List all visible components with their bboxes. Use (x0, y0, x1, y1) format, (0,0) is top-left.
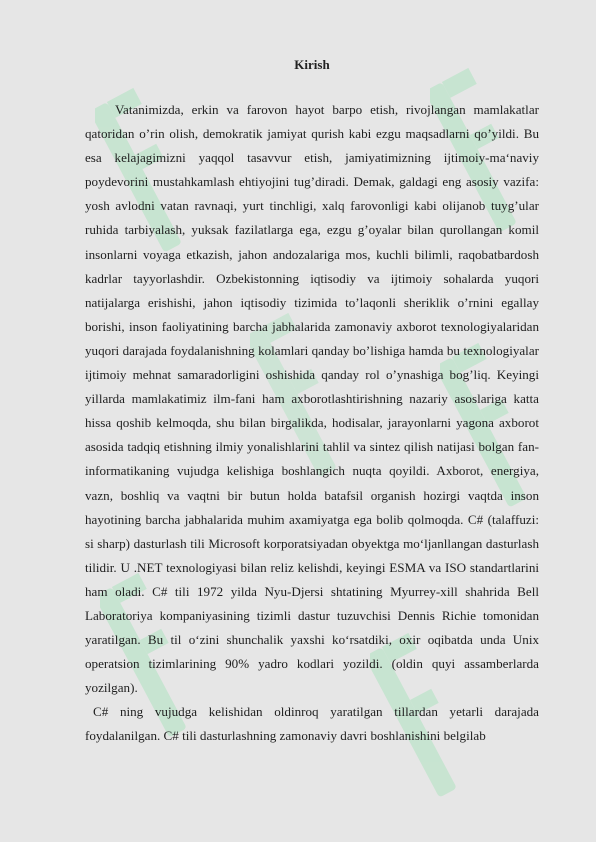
document-body (85, 98, 539, 749)
paragraph: Vatanimizda, erkin va farovon hayot barpo etish, rivojlangan mamlakatlar qatoridan o’rin olish, demokratik jamiyat qurish kabi ezgu maqsadlarni qo’yildi. Bu esa kelajagimizni yaqqol tasavvur etish, jamiyatimizning ijtimoiy-ma‘naviy poydevorini mustahkamlash ehtiyojini tug’diradi. Demak, galdagi eng asosiy vazifa: yosh avlodni vatan ravnaqi, yurt tinchligi, xalq farovonligi kabi olijanob tuyg’ular ruhida tarbiyalash, yuksak fazilatlarga ega, ezgu g’oyalar bilan qurollangan komil insonlarni voyaga etkazish, jahon andozalariga mos, kuchli bilimli, raqobatbardosh kadrlar tayyorlashdir. Ozbekistonning iqtisodiy va ijtimoiy sohalarda yuqori natijalarga erishishi, jahon iqtisodiy tizimida to’laqonli sheriklik o’rnini egallay borishi, inson faoliyatining barcha jabhalarida zamonaviy axborot texnologiyalaridan yuqori darajada foydalanishning kolamlari qanday bo’lishiga hamda bu texnologiyalar ijtimoiy mehnat samaradorligini oshishida qanday rol o’ynashiga bog’liq. Keyingi yillarda mamlakatimiz ilm-fani ham axborotlashtirishning nazariy asoslariga katta hissa qoshib kelmoqda, shu bilan birgalikda, hodisalar, jarayonlarni yagona axborot asosida tadqiq etishning ilmiy yonalishlarini tahlil va sintez qilish natijasi bolgan fan-informatikaning vujudga kelishiga boshlangich nuqta qoyildi. Axborot, energiya, vazn, boshliq va vaqtni bir butun holda batafsil organish hozirgi vaqtda inson hayotining barcha jabhalarida muhim axamiyatga ega bolib qolmoqda. C# (talaffuzi: si sharp) dasturlash tili Microsoft korporatsiyadan obyektga mo‘ljanllangan dasturlash tilidir. U .NET texnologiyasi bilan reliz kelishdi, keyingi ESMA va ISO standartlarini ham oladi. C# tili 1972 yilda Nyu-Djersi shtatining Myurrey-xill shahrida Bell Laboratoriya kompaniyasining tizimli dastur tuzuvchisi Dennis Richie tomonidan yaratilgan. Bu til o‘zini shunchalik yaxshi ko‘rsatdiki, oxir oqibatda unda Unix operatsion tizimlarining 90% yadro kodlari yozildi. (oldin quyi assamberlarda yozilgan). (85, 102, 539, 696)
page-title: Kirish (294, 57, 330, 72)
paragraph: C# ning vujudga kelishidan oldinroq yaratilgan tillardan yetarli darajada foydalanilgan. C# tili dasturlashning zamonaviy davri boshlanishini belgilab (85, 704, 539, 744)
